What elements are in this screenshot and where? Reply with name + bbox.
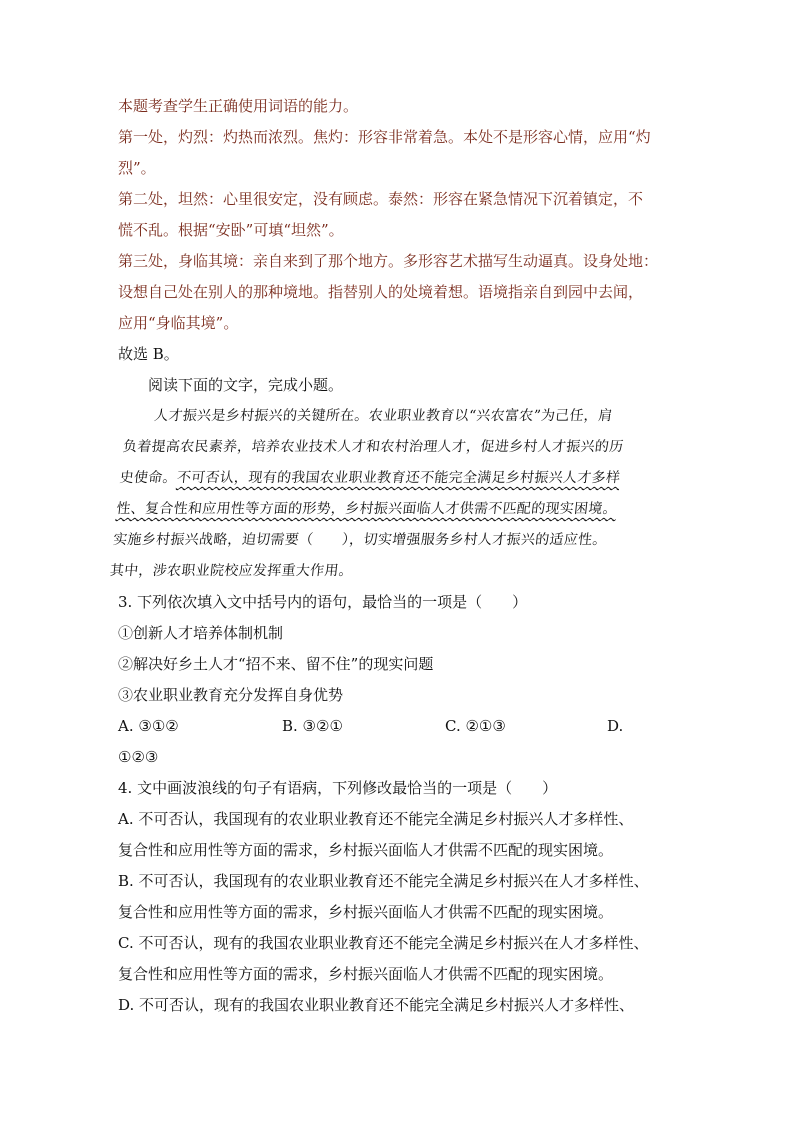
analysis-line: 第二处，坦然：心里很安定，没有顾虑。泰然：形容在紧急情况下沉着镇定，不 xyxy=(118,190,644,208)
q3-option-b: B. ③②① xyxy=(282,717,343,735)
passage-line: 人才振兴是乡村振兴的关键所在。农业职业教育以“兴农富农”为己任，肩 xyxy=(153,408,614,424)
passage-line xyxy=(118,463,681,494)
q3-option-a: A. ③①② xyxy=(118,717,179,735)
reading-instruction: 阅读下面的文字，完成小题。 xyxy=(148,376,344,394)
analysis-line: 本题考查学生正确使用词语的能力。 xyxy=(118,97,359,115)
question-3-stem: 3. 下列依次填入文中括号内的语句，最恰当的一项是（ ） xyxy=(118,593,528,611)
q3-options xyxy=(118,711,678,742)
q4-option-line: A. 不可否认，我国现有的农业职业教育还不能完全满足乡村振兴人才多样性、 xyxy=(118,810,634,828)
question-4-stem: 4. 文中画波浪线的句子有语病，下列修改最恰当的一项是（ ） xyxy=(118,779,558,797)
q4-option-line: 复合性和应用性等方面的需求，乡村振兴面临人才供需不匹配的现实困境。 xyxy=(118,903,614,921)
q3-option-d-continued: ①②③ xyxy=(118,748,159,766)
reading-passage xyxy=(108,401,688,587)
q4-option-line: D. 不可否认，现有的我国农业职业教育还不能完全满足乡村振兴人才多样性、 xyxy=(118,996,635,1014)
wavy-underlined-sentence: 不可否认，现有的我国农业职业教育还不能完全满足乡村振兴人才多样 xyxy=(176,470,622,486)
document-page xyxy=(109,91,678,1021)
passage-line xyxy=(115,494,678,525)
q4-option-line: C. 不可否认，现有的我国农业职业教育还不能完全满足乡村振兴在人才多样性、 xyxy=(118,934,649,952)
passage-line: 负着提高农民素养，培养农业技术人才和农村治理人才，促进乡村人才振兴的历 xyxy=(122,439,625,455)
analysis-block xyxy=(118,91,678,339)
q3-option-c: C. ②①③ xyxy=(445,717,506,735)
q3-option-d: D. xyxy=(607,717,624,735)
answer-line: 故选 B。 xyxy=(118,345,179,363)
q3-item: ③农业职业教育充分发挥自身优势 xyxy=(118,686,344,704)
analysis-line: 烈”。 xyxy=(118,159,156,177)
q4-option-line: 复合性和应用性等方面的需求，乡村振兴面临人才供需不匹配的现实困境。 xyxy=(118,841,614,859)
wavy-underlined-sentence: 性、复合性和应用性等方面的形势，乡村振兴面临人才供需不匹配的现实困境。 xyxy=(115,501,618,517)
passage-text: 史使命。 xyxy=(118,470,178,486)
analysis-line: 第三处，身临其境：亲自来到了那个地方。多形容艺术描写生动逼真。设身处地： xyxy=(118,252,659,270)
passage-line: 其中，涉农职业院校应发挥重大作用。 xyxy=(109,563,354,579)
q3-item: ①创新人才培养体制机制 xyxy=(118,624,284,642)
q4-option-line: 复合性和应用性等方面的需求，乡村振兴面临人才供需不匹配的现实困境。 xyxy=(118,965,614,983)
passage-line: 实施乡村振兴战略，迫切需要（ ），切实增强服务乡村人才振兴的适应性。 xyxy=(112,532,608,548)
analysis-line: 慌不乱。根据“安卧”可填“坦然”。 xyxy=(118,221,344,239)
q3-item: ②解决好乡土人才“招不来、留不住”的现实问题 xyxy=(118,655,434,673)
analysis-line: 第一处，灼烈：灼热而浓烈。焦灼：形容非常着急。本处不是形容心情，应用“灼 xyxy=(118,128,651,146)
analysis-line: 设想自己处在别人的那种境地。指替别人的处境着想。语境指亲自到园中去闻， xyxy=(118,283,644,301)
q4-option-line: B. 不可否认，我国现有的农业职业教育还不能完全满足乡村振兴在人才多样性、 xyxy=(118,872,649,890)
analysis-line: 应用“身临其境”。 xyxy=(118,314,239,332)
